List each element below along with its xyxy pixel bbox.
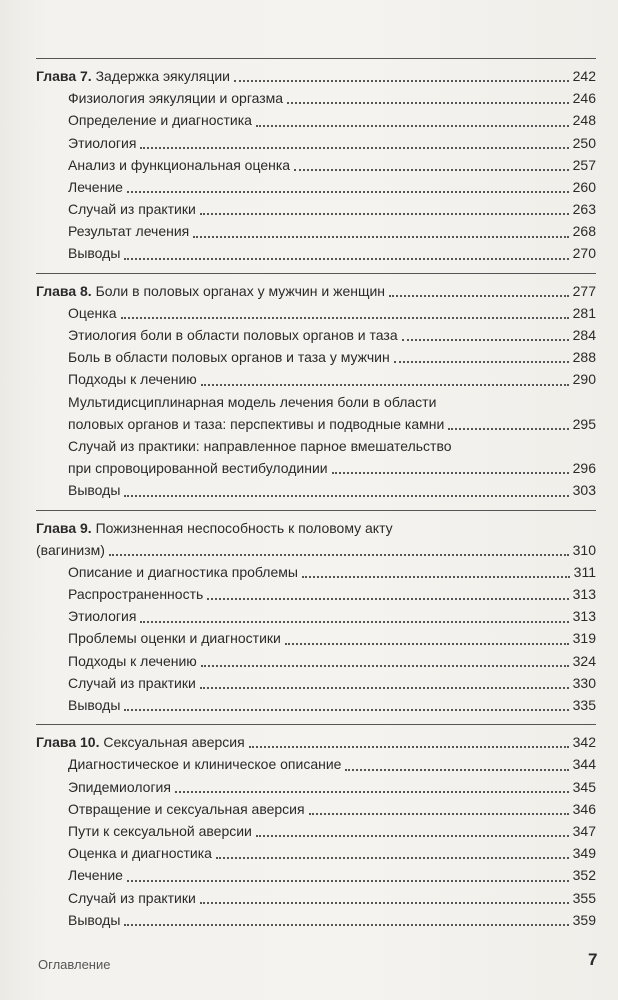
dot-leader (207, 597, 568, 600)
page-number: 242 (572, 67, 596, 84)
chapter-title-text: Боли в половых органах у мужчин и женщин (91, 282, 386, 299)
dot-leader (200, 686, 569, 689)
page-number: 324 (572, 652, 596, 669)
entry-label: при спровоцированной вестибулодинии (68, 460, 328, 477)
entry-label: Результат лечения (68, 223, 190, 240)
toc-entry (36, 243, 596, 265)
dot-leader (389, 294, 569, 297)
toc-entry-line-1 (36, 391, 596, 413)
page-number: 346 (572, 800, 596, 817)
toc-entry (36, 302, 596, 324)
dot-leader (200, 212, 569, 215)
page-number: 260 (572, 178, 596, 195)
dot-leader (127, 879, 569, 882)
page-number: 311 (573, 563, 596, 580)
chapter-prefix: Глава 8. (36, 282, 92, 299)
page-number: 290 (572, 371, 596, 388)
dot-leader (256, 834, 569, 837)
entry-label: Этиология боли в области половых органов и таза (68, 327, 398, 344)
toc-entry (36, 413, 596, 435)
toc-entry (36, 220, 596, 242)
page-number: 344 (572, 756, 596, 773)
page-number: 296 (572, 460, 596, 477)
toc-entry (36, 842, 596, 864)
toc-entry (36, 605, 596, 627)
entry-label: Случай из практики (68, 674, 196, 691)
entry-label: Случай из практики (68, 201, 196, 218)
dot-leader (121, 316, 569, 319)
toc-entry (36, 154, 596, 176)
dot-leader (193, 235, 568, 238)
toc-entry (36, 457, 596, 479)
chapter-title (36, 517, 596, 539)
page-number: 248 (572, 112, 596, 129)
entry-label: Отвращение и сексуальная аверсия (68, 800, 305, 817)
page-number: 342 (572, 734, 596, 751)
dot-leader (402, 338, 569, 341)
chapter-title-text: Пожизненная неспособность к половому акту (91, 519, 393, 536)
entry-label: Выводы (68, 482, 121, 499)
dot-leader (249, 745, 569, 748)
page-number: 281 (572, 304, 596, 321)
toc-entry (36, 798, 596, 820)
toc-entry (36, 87, 596, 109)
toc-entry (36, 176, 596, 198)
chapter-title-text: Задержка эякуляции (91, 67, 231, 84)
dot-leader (201, 383, 569, 386)
dot-leader (309, 812, 569, 815)
toc-entry (36, 109, 596, 131)
chapter-8 (36, 273, 596, 502)
entry-label: Физиология эякуляции и оргазма (68, 90, 284, 107)
toc-entry (36, 583, 596, 605)
page-number: 246 (572, 90, 596, 107)
page-number: 284 (572, 327, 596, 344)
entry-label: Определение и диагностика (68, 112, 252, 129)
chapter-7 (36, 58, 596, 265)
entry-label: Распространенность (68, 586, 204, 603)
dot-leader (302, 575, 570, 578)
chapter-heading (36, 280, 596, 302)
entry-label: Лечение (68, 867, 123, 884)
dot-leader (256, 124, 569, 127)
toc-entry (36, 132, 596, 154)
entry-label: половых органов и таза: перспективы и подводные камни (68, 415, 445, 432)
running-footer-title: Оглавление (38, 957, 111, 972)
entry-label: Этиология (68, 134, 137, 151)
chapter-heading (36, 65, 596, 87)
entry-label: Описание и диагностика проблемы (68, 563, 298, 580)
page-number: 268 (572, 223, 596, 240)
chapter-title (36, 65, 230, 87)
chapter-heading (36, 539, 596, 561)
dot-leader (216, 856, 569, 859)
dot-leader (332, 471, 569, 474)
entry-label: Мультидисциплинарная модель лечения боли в области (68, 393, 437, 410)
entry-label: Выводы (68, 911, 121, 928)
dot-leader (285, 642, 569, 645)
page-number: 319 (572, 630, 596, 647)
toc-entry (36, 887, 596, 909)
chapter-title (36, 280, 385, 302)
dot-leader (200, 901, 569, 904)
entry-label: Этиология (68, 608, 137, 625)
dot-leader (124, 923, 568, 926)
page-number: 313 (572, 608, 596, 625)
dot-leader (448, 427, 568, 430)
entry-label: Диагностическое и клиническое описание (68, 756, 342, 773)
page-number: 288 (572, 349, 596, 366)
chapter-9 (36, 510, 596, 717)
toc-entry (36, 628, 596, 650)
toc-entry (36, 694, 596, 716)
chapter-heading-line-1 (36, 517, 596, 539)
dot-leader (124, 257, 568, 260)
entry-label: Пути к сексуальной аверсии (68, 822, 252, 839)
toc-entry (36, 864, 596, 886)
dot-leader (345, 768, 568, 771)
dot-leader (234, 79, 569, 82)
toc-entry (36, 368, 596, 390)
entry-label: Оценка и диагностика (68, 845, 212, 862)
page-number: 295 (572, 415, 596, 432)
page-number: 347 (572, 822, 596, 839)
entry-label: Выводы (68, 697, 121, 714)
chapter-prefix: Глава 10. (36, 734, 100, 751)
dot-leader (175, 790, 569, 793)
page-number: 303 (572, 482, 596, 499)
page-number: 257 (572, 156, 596, 173)
entry-label: Случай из практики: направленное парное вмешательство (68, 437, 452, 454)
chapter-prefix: Глава 7. (36, 67, 92, 84)
toc-entry (36, 753, 596, 775)
page-number: 250 (572, 134, 596, 151)
dot-leader (109, 553, 569, 556)
toc-entry (36, 776, 596, 798)
page-number: 352 (572, 867, 596, 884)
entry-label: Эпидемиология (68, 778, 171, 795)
dot-leader (140, 620, 568, 623)
dot-leader (201, 664, 569, 667)
chapter-heading (36, 731, 596, 753)
entry-label: Случай из практики (68, 889, 196, 906)
chapter-prefix: Глава 9. (36, 519, 92, 536)
toc-entry (36, 561, 596, 583)
page-number: 310 (572, 541, 596, 558)
page-number: 355 (572, 889, 596, 906)
dot-leader (127, 190, 569, 193)
dot-leader (124, 494, 568, 497)
page-number: 270 (572, 245, 596, 262)
toc-entry (36, 650, 596, 672)
page-folio: 7 (588, 950, 598, 969)
entry-label: Анализ и функциональная оценка (68, 156, 291, 173)
dot-leader (394, 360, 569, 363)
dot-leader (124, 708, 568, 711)
chapter-10 (36, 724, 596, 931)
entry-label: Боль в области половых органов и таза у мужчин (68, 349, 390, 366)
toc-entry (36, 909, 596, 931)
entry-label: Подходы к лечению (68, 371, 197, 388)
toc-entry (36, 324, 596, 346)
page-number: 359 (572, 911, 596, 928)
entry-label: Выводы (68, 245, 121, 262)
table-of-contents (36, 58, 596, 931)
entry-label: Подходы к лечению (68, 652, 197, 669)
page-number: 263 (572, 201, 596, 218)
dot-leader (294, 168, 569, 171)
entry-label: Проблемы оценки и диагностики (68, 630, 281, 647)
page-number: 345 (572, 778, 596, 795)
toc-entry (36, 346, 596, 368)
toc-entry (36, 479, 596, 501)
entry-label: Оценка (68, 304, 117, 321)
toc-entry (36, 820, 596, 842)
chapter-title-cont: (вагинизм) (36, 541, 105, 558)
dot-leader (287, 101, 569, 104)
toc-entry-line-1 (36, 435, 596, 457)
page-number: 349 (572, 845, 596, 862)
chapter-title (36, 731, 245, 753)
chapter-title-text: Сексуальная аверсия (99, 734, 245, 751)
page-number: 313 (572, 586, 596, 603)
toc-entry (36, 198, 596, 220)
page-number: 330 (572, 674, 596, 691)
entry-label: Лечение (68, 178, 123, 195)
page-number: 335 (572, 697, 596, 714)
dot-leader (140, 146, 568, 149)
toc-entry (36, 672, 596, 694)
page-number: 277 (572, 282, 596, 299)
